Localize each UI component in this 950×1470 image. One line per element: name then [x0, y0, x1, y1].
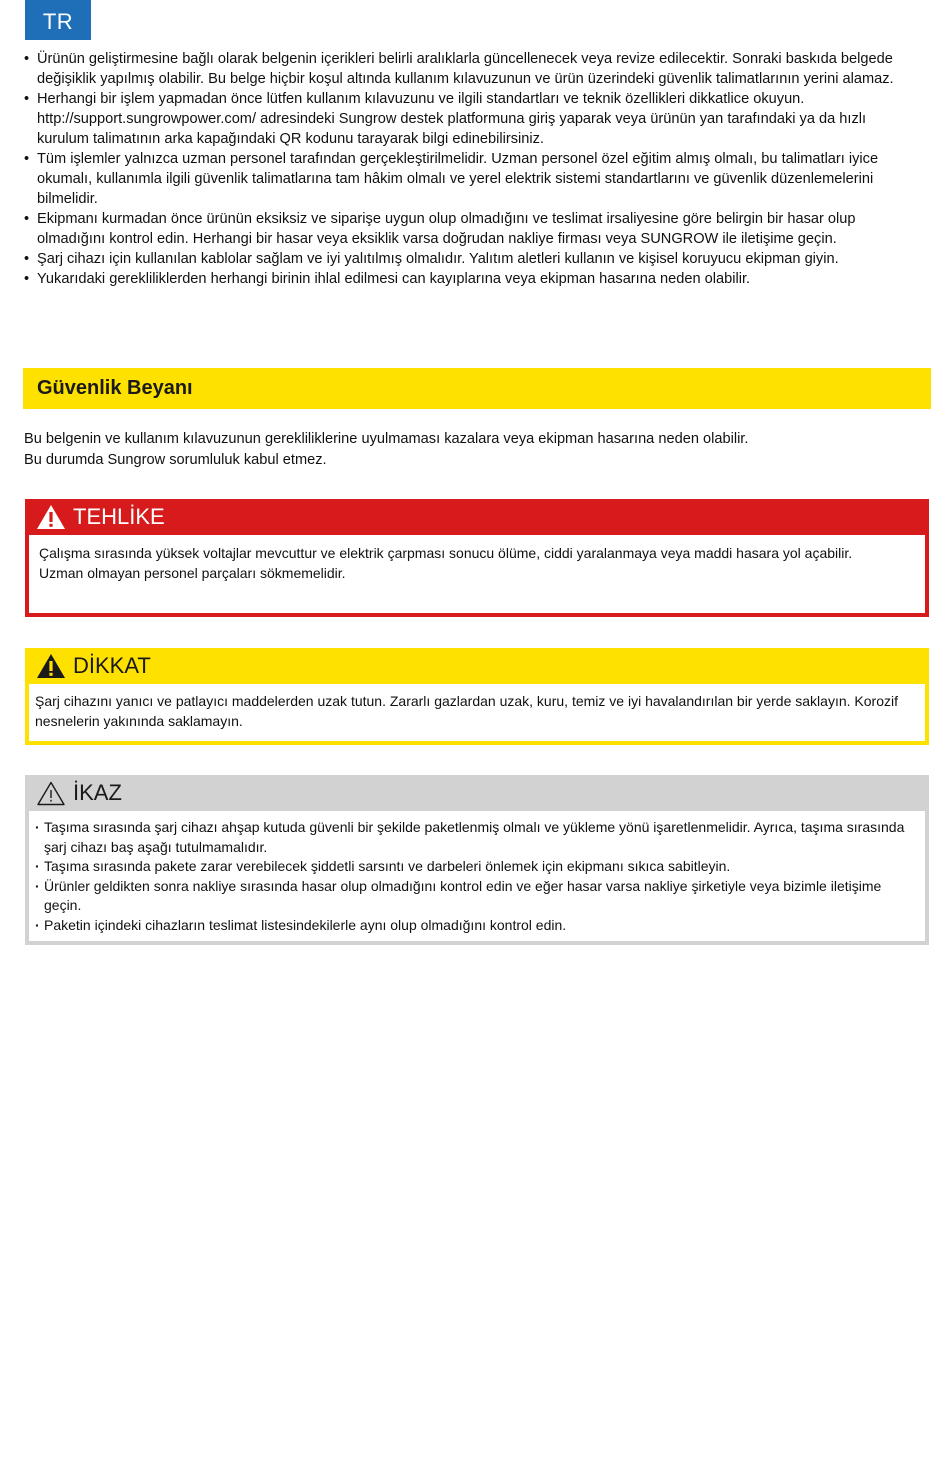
warning-title: İKAZ [73, 780, 122, 805]
danger-header [25, 499, 929, 535]
danger-title: TEHLİKE [73, 504, 165, 529]
danger-body [29, 535, 925, 613]
warning-item: · Taşıma sırasında şarj cihazı ahşap kutuda güvenli bir şekilde paketlenmiş olmalı ve yükleme yönü işaretlenmelidir. Ayrıca, taşıma sırasında şarj cihazı baş aşağı tutulmamalıdır. [34, 818, 919, 857]
intro-item: • Şarj cihazı için kullanılan kablolar sağlam ve iyi yalıtılmış olmalıdır. Yalıtım aletleri kullanın ve kişisel koruyucu ekipman giyin. [24, 249, 914, 269]
intro-item: • Ürünün geliştirmesine bağlı olarak belgenin içerikleri belirli aralıklarla güncellenecek veya revize edilecektir. Sonraki baskıda belgede değişiklik yapılmış olabilir. Bu belge hiçbir koşul altında kullanım kılavuzunun ve ürün üzerindeki güvenlik talimatlarının yerini alamaz. [24, 49, 914, 89]
warning-item: · Paketin içindeki cihazların teslimat listesindekilerle aynı olup olmadığını kontrol edin. [34, 916, 919, 936]
section-title: Güvenlik Beyanı [37, 377, 193, 399]
warning-header [25, 775, 929, 811]
section-header-bar [23, 368, 931, 409]
statement-line: Bu durumda Sungrow sorumluluk kabul etmez. [24, 452, 327, 468]
danger-text: Çalışma sırasında yüksek voltajlar mevcuttur ve elektrik çarpması sonucu ölüme, ciddi yaralanmaya veya maddi hasara yol açabilir. [39, 545, 853, 561]
caution-text: Şarj cihazını yanıcı ve patlayıcı maddelerden uzak tutun. Zararlı gazlardan uzak, kuru, temiz ve iyi havalandırılan bir yerde saklayın. Korozif nesnelerin yakınında saklamayın. [35, 693, 898, 729]
warning-triangle-filled-icon [36, 504, 66, 530]
warning-list [34, 818, 919, 935]
intro-list [24, 49, 914, 289]
intro-item: • Ekipmanı kurmadan önce ürünün eksiksiz ve siparişe uygun olup olmadığını ve teslimat irsaliyesine göre belirgin bir hasar olup olmadığını kontrol edin. Herhangi bir hasar veya eksiklik varsa doğrudan nakliye firması veya SUNGROW ile iletişime geçin. [24, 209, 914, 249]
statement-line: Bu belgenin ve kullanım kılavuzunun gerekliliklerine uyulmaması kazalara veya ekipman hasarına neden olabilir. [24, 431, 749, 447]
warning-triangle-filled-icon [36, 653, 66, 679]
warning-item: · Taşıma sırasında pakete zarar verebilecek şiddetli sarsıntı ve darbeleri önlemek için ekipmanı sıkıca sabitleyin. [34, 857, 919, 877]
intro-item: • Yukarıdaki gerekliliklerden herhangi birinin ihlal edilmesi can kayıplarına veya ekipman hasarına neden olabilir. [24, 269, 914, 289]
warning-triangle-outline-icon [36, 780, 66, 806]
warning-box [25, 775, 929, 945]
safety-statement [24, 429, 914, 471]
danger-text: Uzman olmayan personel parçaları sökmemelidir. [39, 565, 346, 581]
caution-body [29, 684, 925, 741]
warning-item: · Ürünler geldikten sonra nakliye sırasında hasar olup olmadığını kontrol edin ve eğer hasar varsa nakliye şirketiyle veya bizimle iletişime geçin. [34, 877, 919, 916]
caution-title: DİKKAT [73, 653, 151, 678]
warning-body [29, 811, 925, 941]
intro-item: • Herhangi bir işlem yapmadan önce lütfen kullanım kılavuzunu ve ilgili standartları ve teknik özellikleri dikkatlice okuyun. http://support.sungrowpower.com/ adresindeki Sungrow destek platformuna giriş yaparak veya ürünün yan tarafındaki ya da hızlı kurulum talimatının arka kapağındaki QR kodunu tarayarak bilgi edinebilirsiniz. [24, 89, 914, 149]
intro-item: • Tüm işlemler yalnızca uzman personel tarafından gerçekleştirilmelidir. Uzman personel özel eğitim almış olmalı, bu talimatları iyice okumalı, kullanımla ilgili güvenlik talimatlarına tam hâkim olmalı ve yerel elektrik sistemi standartlarını ve güvenlik düzenlemelerini bilmelidir. [24, 149, 914, 209]
danger-box [25, 499, 929, 617]
language-tag: TR [25, 0, 91, 40]
caution-box [25, 648, 929, 745]
caution-header [25, 648, 929, 684]
